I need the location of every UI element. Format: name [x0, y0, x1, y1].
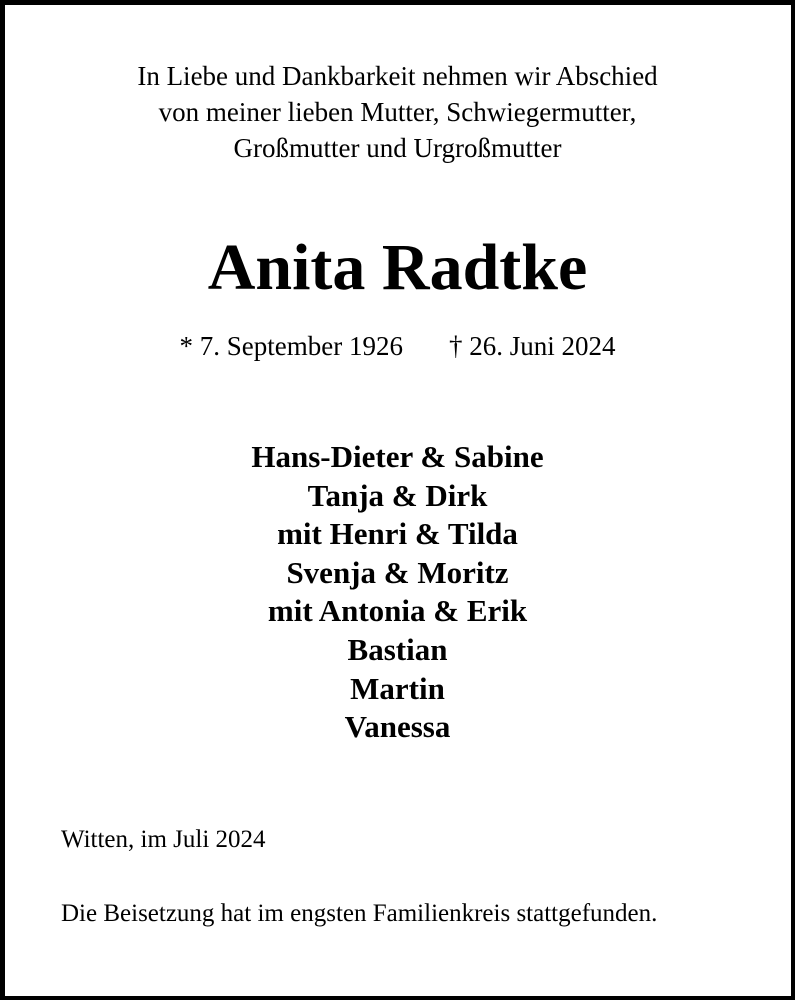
family-member: Bastian — [347, 631, 448, 667]
birth-date: * 7. September 1926 — [179, 331, 403, 361]
family-member: Hans-Dieter & Sabine — [251, 439, 544, 474]
family-member: Vanessa — [344, 709, 451, 745]
family-member: Svenja & Moritz — [286, 554, 509, 590]
deceased-name: Anita Radtke — [207, 231, 588, 304]
life-dates — [0, 328, 795, 364]
intro-line: von meiner lieben Mutter, Schwiegermutter, — [158, 97, 637, 127]
place-date: Witten, im Juli 2024 — [61, 826, 266, 853]
family-member: mit Antonia & Erik — [267, 593, 528, 629]
family-member: mit Henri & Tilda — [277, 516, 518, 552]
burial-note: Die Beisetzung hat im engsten Familienkreis stattgefunden. — [61, 900, 658, 927]
family-list — [0, 438, 795, 747]
intro-text — [0, 58, 795, 166]
death-date: † 26. Juni 2024 — [448, 331, 616, 361]
intro-line: Großmutter und Urgroßmutter — [233, 133, 562, 163]
family-member: Martin — [350, 670, 445, 706]
family-member: Tanja & Dirk — [307, 477, 488, 513]
intro-line: In Liebe und Dankbarkeit nehmen wir Abschied — [137, 61, 658, 91]
